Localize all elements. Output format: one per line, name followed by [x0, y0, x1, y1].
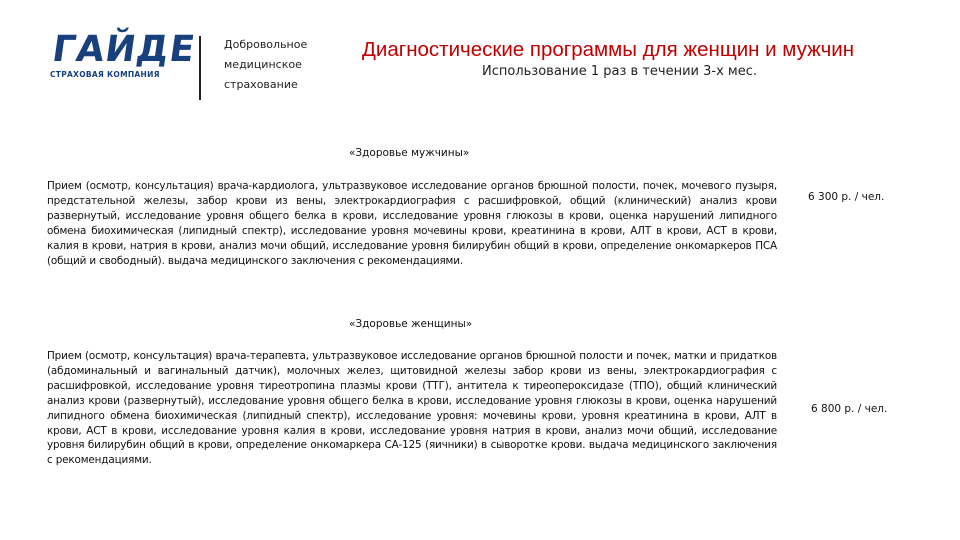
logo-tagline: СТРАХОВАЯ КОМПАНИЯ	[50, 70, 160, 79]
program-title-women: «Здоровье женщины»	[349, 318, 473, 330]
category-line-1: Добровольное	[224, 38, 308, 51]
category-line-2: медицинское	[224, 58, 302, 71]
insurance-category	[224, 35, 307, 95]
program-title-men: «Здоровье мужчины»	[349, 147, 470, 159]
company-logo	[49, 29, 199, 79]
program-price-men: 6 300 р. / чел.	[808, 191, 885, 203]
page-subtitle: Использование 1 раз в течении 3-х мес.	[482, 64, 757, 79]
program-price-women: 6 800 р. / чел.	[811, 403, 888, 415]
logo-wordmark: ГАЙДЕ	[49, 29, 199, 70]
category-line-3: страхование	[224, 78, 298, 91]
program-description-men: Прием (осмотр, консультация) врача-кардиолога, ультразвуковое исследование органов брюшной полости, почек, мочевого пузыря, предстательной железы, забор крови из вены, электрокардиография с расшифровкой, общий (клинический) анализ крови развернутый, исследование уровня общего белка в крови, исследование уровня глюкозы в крови, оценка нарушений липидного обмена биохимическая (липидный спектр), исследование уровня мочевины крови, креатинина в крови, АЛТ в крови, АСТ в крови, калия в крови, натрия в крови, анализ мочи общий, исследование уровня билирубин общий в крови, определение онкомаркеров ПСА (общий и свободный). выдача медицинского заключения с рекомендациями.	[47, 180, 777, 267]
page-title: Диагностические программы для женщин и мужчин	[362, 38, 855, 61]
program-description-women: Прием (осмотр, консультация) врача-терапевта, ультразвуковое исследование органов брюшной полости и почек, матки и придатков (абдоминальный и вагинальный датчик), молочных желез, щитовидной железы забор крови из вены, электрокардиография с расшифровкой, исследование уровня тиреотропина плазмы крови (ТТГ), антитела к тиреопероксидазе (ТПО), общий клинический анализ крови (развернутый), исследование уровня общего белка в крови, исследование уровня глюкозы в крови, оценка нарушений липидного обмена биохимическая (липидный спектр), исследование уровня: мочевины крови, уровня креатинина в крови, АЛТ в крови, АСТ в крови, исследование уровня калия в крови, исследование уровня натрия в крови, анализ мочи общий, исследование уровня билирубин общий в крови, определение онкомаркера СА-125 (яичники) в сыворотке крови. выдача медицинского заключения с рекомендациями.	[47, 350, 777, 467]
header-divider	[199, 36, 201, 100]
